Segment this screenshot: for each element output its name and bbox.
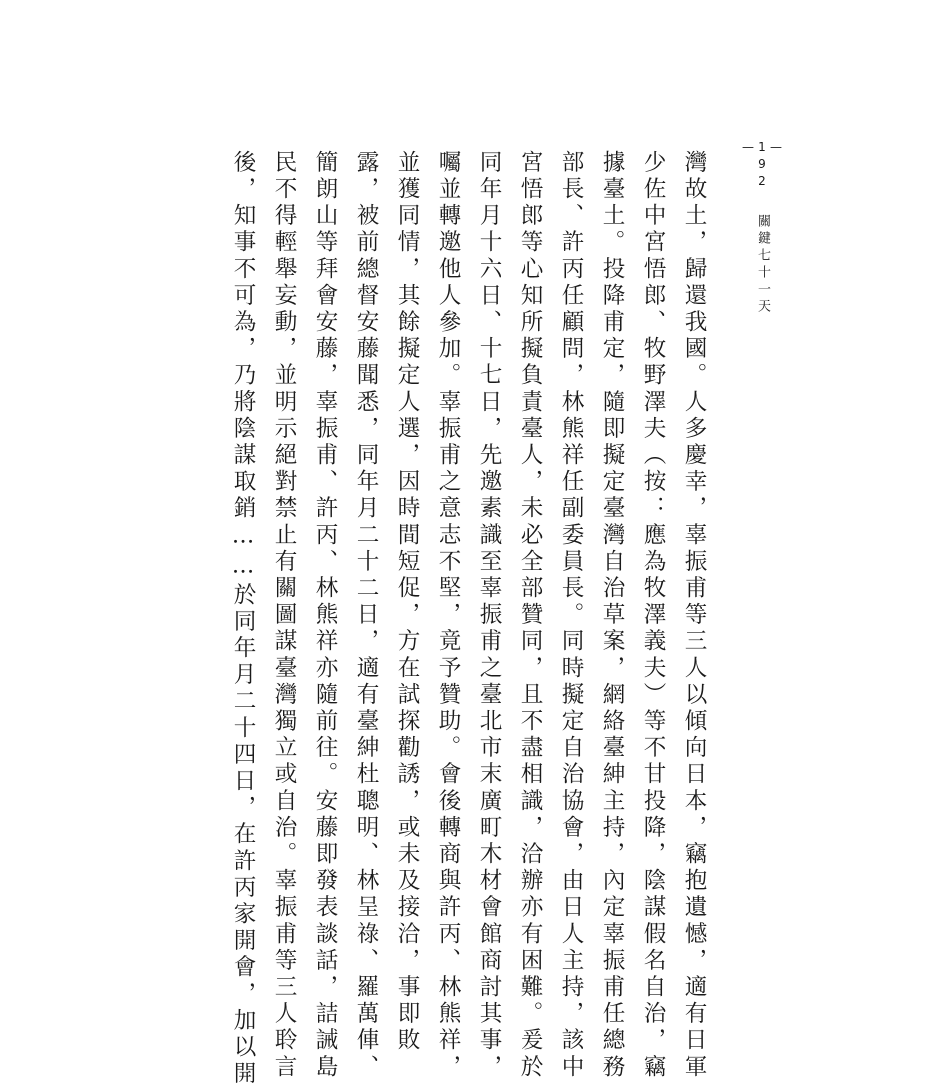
running-header (741, 140, 783, 316)
text-column-10: 簡朗山等拜會安藤，辜振甫、許丙、林熊祥亦隨前往。安藤即發表談話，詰誡島 (312, 150, 338, 1081)
text-column-1: 灣故土，歸還我國。人多慶幸，辜振甫等三人以傾向日本，竊抱遺憾，適有日軍 (681, 150, 707, 1081)
page-number: —192— (741, 140, 783, 191)
text-column-7: 囑並轉邀他人參加。辜振甫之意志不堅，竟予贊助。會後轉商與許丙、林熊祥， (435, 150, 461, 1081)
text-column-2: 少佐中宮悟郎、牧野澤夫（按：應為牧澤義夫）等不甘投降，陰謀假名自治，竊 (640, 150, 666, 1081)
text-column-8: 並獲同情，其餘擬定人選，因時間短促，方在試探勸誘，或未及接洽，事即敗 (394, 150, 420, 1055)
text-column-3: 據臺土。投降甫定，隨即擬定臺灣自治草案，網絡臺紳主持，內定辜振甫任總務 (599, 150, 625, 1081)
text-column-11: 民不得輕舉妄動，並明示絕對禁止有關圖謀臺灣獨立或自治。辜振甫等三人聆言 (271, 150, 297, 1081)
text-column-6: 同年月十六日、十七日，先邀素識至辜振甫之臺北市末廣町木材會館商討其事， (476, 150, 502, 1081)
book-title: 關鍵七十一天 (755, 214, 770, 316)
text-column-12: 後，知事不可為，乃將陰謀取銷……於同年月二十四日，在許丙家開會，加以開 (230, 150, 256, 1088)
text-column-4: 部長、許丙任顧問，林熊祥任副委員長。同時擬定自治協會，由日人主持，該中 (558, 150, 584, 1081)
text-column-5: 宮悟郎等心知所擬負責臺人，未必全部贊同，且不盡相識，洽辦亦有困難。爰於 (517, 150, 543, 1081)
text-column-9: 露，被前總督安藤聞悉，同年月二十二日，適有臺紳杜聰明、林呈祿、羅萬俥、 (353, 150, 379, 1081)
